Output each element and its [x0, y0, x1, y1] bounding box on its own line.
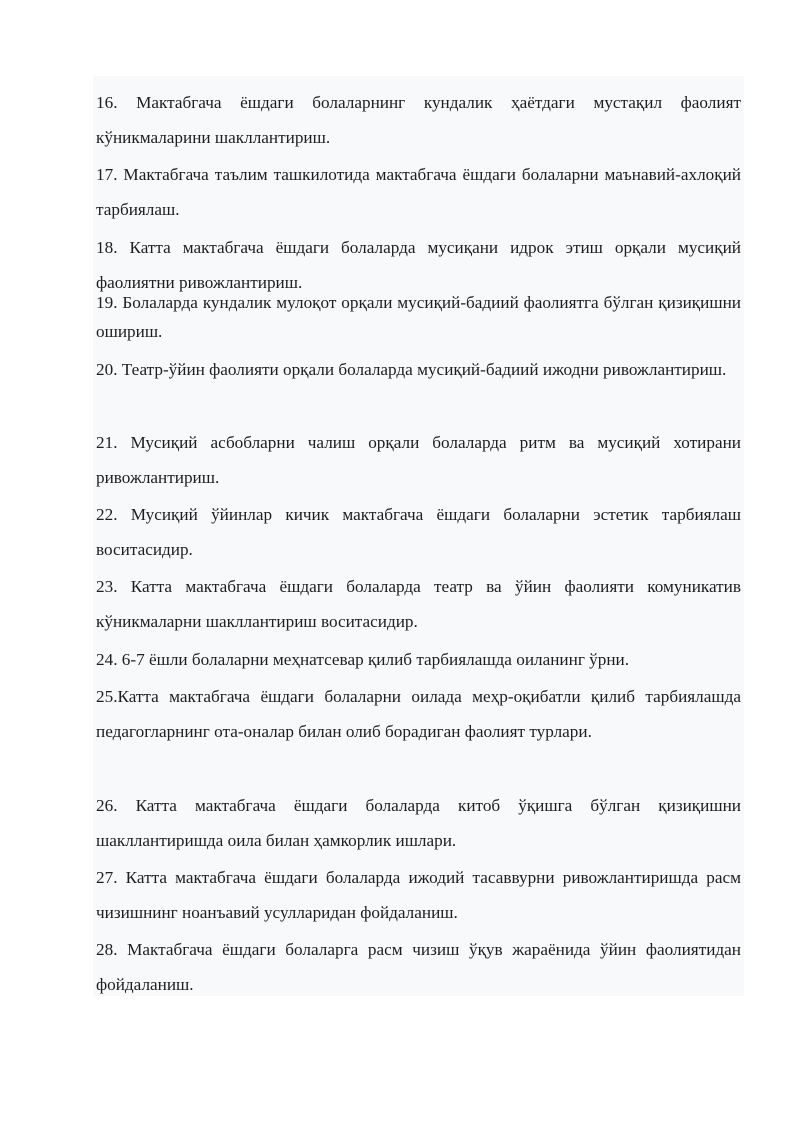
list-item-24: 24. 6-7 ёшли болаларни меҳнатсевар қилиб тарбиялашда оиланинг ўрни. — [96, 650, 630, 669]
list-item-17: 17. Мактабгача таълим ташкилотида мактабгача ёшдаги болаларни маънавий-ахлоқий тарбиялаш. — [96, 165, 741, 219]
list-item-16: 16. Мактабгача ёшдаги болаларнинг кундалик ҳаётдаги мустақил фаолият кўникмаларини шакллантириш. — [96, 93, 741, 147]
list-item-21: 21. Мусиқий асбобларни чалиш орқали болаларда ритм ва мусиқий хотирани ривожлантириш. — [96, 433, 741, 487]
list-item-28: 28. Мактабгача ёшдаги болаларга расм чизиш ўқув жараёнида ўйин фаолиятидан фойдаланиш. — [96, 940, 741, 994]
list-item-25: 25.Катта мактабгача ёшдаги болаларни оилада меҳр-оқибатли қилиб тарбиялашда педагогларнинг ота-оналар билан олиб борадиган фаолият турлари. — [96, 687, 741, 741]
list-item-22: 22. Мусиқий ўйинлар кичик мактабгача ёшдаги болаларни эстетик тарбиялаш воситасидир. — [96, 505, 741, 559]
list-item-26: 26. Катта мактабгача ёшдаги болаларда китоб ўқишга бўлган қизиқишни шакллантиришда оила билан ҳамкорлик ишлари. — [96, 796, 741, 850]
list-item-27: 27. Катта мактабгача ёшдаги болаларда ижодий тасаввурни ривожлантиришда расм чизишнинг ноанъавий усулларидан фойдаланиш. — [96, 868, 741, 922]
list-item-18: 18. Катта мактабгача ёшдаги болаларда мусиқани идрок этиш орқали мусиқий фаолиятни ривожлантириш. — [96, 238, 741, 292]
list-item-20: 20. Театр-ўйин фаолияти орқали болаларда мусиқий-бадиий ижодни ривожлантириш. — [96, 360, 727, 379]
list-item-19: 19. Болаларда кундалик мулоқот орқали мусиқий-бадиий фаолиятга бўлган қизиқишни ошириш. — [96, 293, 741, 341]
list-item-23: 23. Катта мактабгача ёшдаги болаларда театр ва ўйин фаолияти комуникатив кўникмаларни шакллантириш воситасидир. — [96, 577, 741, 631]
